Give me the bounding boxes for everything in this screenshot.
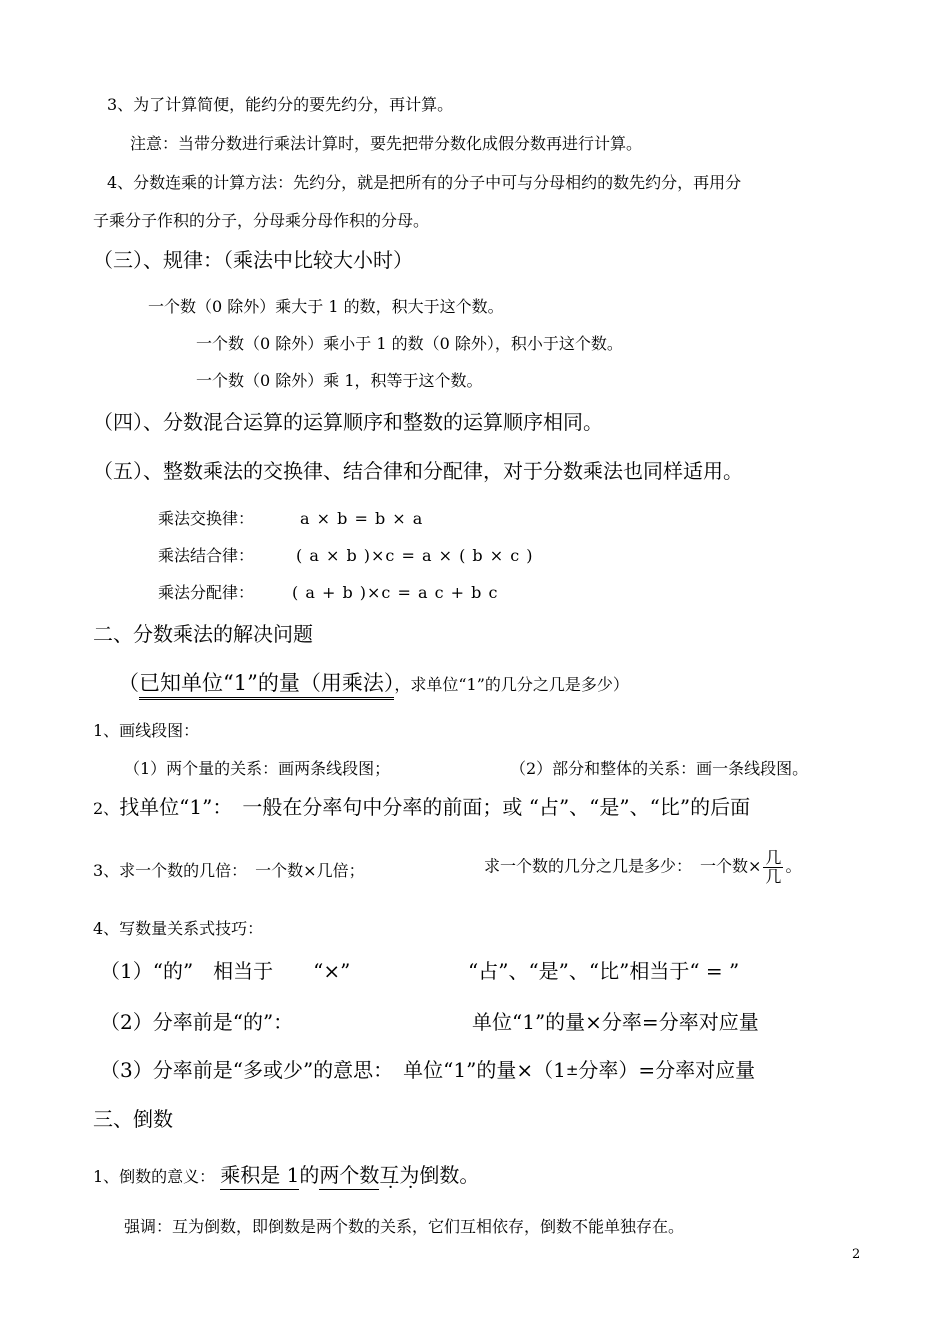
rule-3: 3、为了计算简便，能约分的要先约分，再计算。 [107,95,454,114]
find-unit-number: 2、 [93,799,120,818]
reciprocal-product-one: 乘积是 1 [220,1163,299,1190]
heading-5: （五）、整数乘法的交换律、结合律和分配律，对于分数乘法也同样适用。 [93,459,743,483]
heading-4: （四）、分数混合运算的运算顺序和整数的运算顺序相同。 [93,410,603,434]
rule-4-line1: 4、分数连乘的计算方法：先约分，就是把所有的分子中可与分母相约的数先约分，再用分 [107,173,742,192]
section-2-title: 二、分数乘法的解决问题 [93,622,313,646]
pattern-3: 一个数（0 除外）乘 1，积等于这个数。 [196,371,483,390]
note: 注意：当带分数进行乘法计算时，要先把带分数化成假分数再进行计算。 [130,134,643,153]
fraction-denominator: 几 [765,866,782,886]
tip-2-left: （2）分率前是“的”： [100,1010,294,1034]
tip-3-right: 分率）=分率对应量 [578,1058,756,1082]
find-unit-text: 找单位“1”： 一般在分率句中分率的前面；或 “占”、“是”、“比”的后面 [119,795,751,819]
draw-two-lines: （1）两个量的关系：画两条线段图； [124,759,391,778]
section-3-title: 三、倒数 [93,1107,173,1131]
tip-1-right: “占”、“是”、“比”相当于“ = ” [468,959,740,983]
heading-3: （三）、规律：（乘法中比较大小时） [93,248,413,272]
law-commutative-label: 乘法交换律： [158,509,255,528]
multiple-rule: 3、求一个数的几倍： 一个数×几倍； [93,861,365,880]
pattern-2: 一个数（0 除外）乘小于 1 的数（0 除外），积小于这个数。 [196,334,623,353]
draw-diagram: 1、画线段图： [93,721,200,740]
find-unit-line [93,797,750,817]
law-associative-expr: ( a × b )×c = a × ( b × c ) [296,546,534,565]
reciprocal-definition [93,1165,479,1185]
known-unit-emphasis: 已知单位“1”的量（用乘法） [139,671,394,700]
fraction-rule [484,849,801,885]
tip-2-right: 单位“1”的量×分率=分率对应量 [472,1010,759,1034]
reciprocal-of: 的 [299,1163,320,1187]
fraction-numerator: 几 [765,848,782,867]
law-associative-label: 乘法结合律： [158,546,255,565]
tip-3-left: （3）分率前是“多或少”的意思： 单位“1”的量×（1 [100,1058,566,1082]
fraction-end: 。 [785,856,802,876]
law-distributive-label: 乘法分配律： [158,583,255,602]
reciprocal-label: 1、倒数的意义： [93,1167,216,1186]
fraction-rule-text: 求一个数的几分之几是多少： 一个数× [484,856,762,876]
known-open: （ [118,671,139,695]
tips-title: 4、写数量关系式技巧： [93,919,264,938]
page-number: 2 [852,1247,861,1262]
fraction [763,849,783,885]
plus-minus-sign: ± [565,1061,579,1079]
law-distributive-expr: ( a + b )×c = a c + b c [292,583,499,602]
tip-3 [100,1060,755,1080]
law-commutative-expr: a × b = b × a [300,509,424,528]
tip-1-left: （1）“的” 相当于 “×” [100,959,351,983]
pattern-1: 一个数（0 除外）乘大于 1 的数，积大于这个数。 [148,297,504,316]
known-unit-line [118,673,629,694]
stress-note: 强调：互为倒数，即倒数是两个数的关系，它们互相依存，倒数不能单独存在。 [124,1217,685,1236]
reciprocal-as: 为 [399,1163,420,1187]
reciprocal-two-numbers: 两个数 [319,1163,379,1190]
draw-one-line: （2）部分和整体的关系：画一条线段图。 [510,759,809,778]
known-unit-rest: ，求单位“1”的几分之几是多少） [394,675,629,694]
reciprocal-mutual: 互 [379,1163,400,1187]
rule-4-line2: 子乘分子作积的分子，分母乘分母作积的分母。 [93,211,430,230]
reciprocal-end: 倒数。 [419,1163,480,1187]
